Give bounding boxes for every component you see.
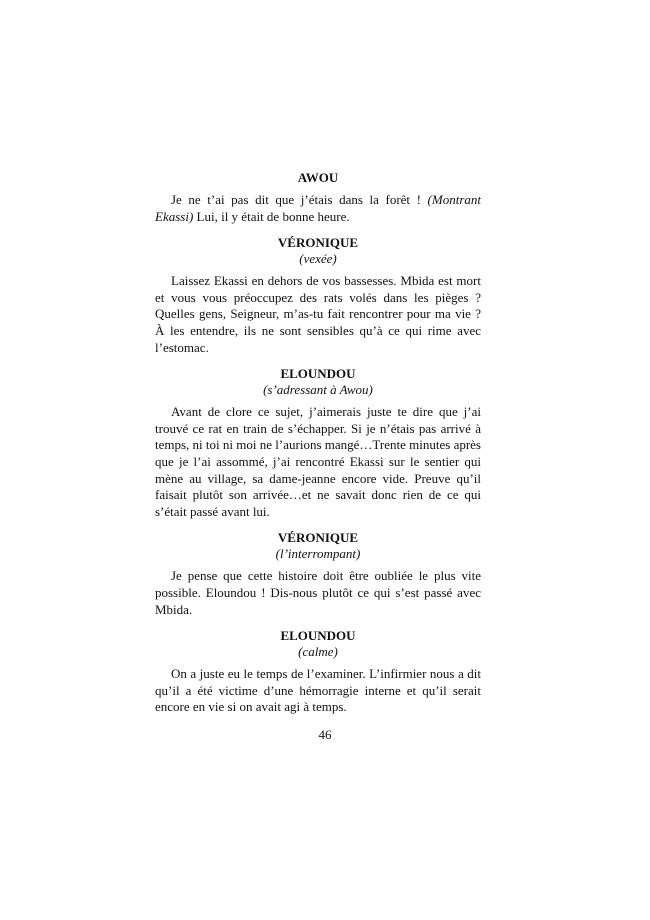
speech-segment: Lui, il y était de bonne heure. xyxy=(193,208,350,224)
speaker-name: ELOUNDOU xyxy=(280,366,356,382)
speaker-name: VÉRONIQUE xyxy=(277,530,359,546)
speaker-name: ELOUNDOU xyxy=(280,628,356,644)
stage-direction: (calme) xyxy=(298,644,338,660)
speech-text xyxy=(155,666,481,716)
stage-direction-inline: (Montrant Ekassi) xyxy=(155,192,481,224)
speech-text xyxy=(155,568,481,618)
speech-segment: Laissez Ekassi en dehors de vos bassesses. Mbida est mort et vous vous préoccupez des rats volés dans les pièges ? Quelles gens, Seigneur, m’as-tu fait rencontrer pour ma vie ? À les entendre, ils ne sont sensibles qu’à ce qui rime avec l’estomac. xyxy=(155,273,481,355)
speech-segment: Je ne t’ai pas dit que j’étais dans la forêt ! xyxy=(171,192,428,207)
stage-direction: (vexée) xyxy=(299,251,337,267)
speech-segment: On a juste eu le temps de l’examiner. L’infirmier nous a dit qu’il a été victime d’une hémorragie interne et qu’il serait encore en vie si on avait agi à temps. xyxy=(155,666,481,715)
speech-text xyxy=(155,404,481,520)
speech-text xyxy=(155,192,481,225)
stage-direction: (l’interrompant) xyxy=(275,546,361,562)
dialogue-block-eloundou-1 xyxy=(155,366,481,520)
dialogue-block-awou xyxy=(155,170,481,225)
stage-direction: (s’adressant à Awou) xyxy=(263,382,373,398)
speaker-name: AWOU xyxy=(297,170,339,185)
play-text-page xyxy=(155,170,481,726)
dialogue-block-eloundou-2 xyxy=(155,628,481,716)
speech-segment: Je pense que cette histoire doit être oubliée le plus vite possible. Eloundou ! Dis-nous plutôt ce qui s’est passé avec Mbida. xyxy=(155,568,481,617)
speech-segment: Avant de clore ce sujet, j’aimerais juste te dire que j’ai trouvé ce rat en train de s’échapper. Si je n’étais pas arrivé à temps, ni toi ni moi ne l’aurions mangé…Trente minutes après que je l’ai assommé, j’ai rencontré Ekassi sur le sentier qui mène au village, sa dame-jeanne encore vide. Preuve qu’il faisait plutôt son arrivée…et ne savait donc rien de ce qui s’était passé avant lui. xyxy=(155,404,481,519)
page-number: 46 xyxy=(318,727,332,742)
speaker-name: VÉRONIQUE xyxy=(277,235,359,251)
dialogue-block-veronique-1 xyxy=(155,235,481,356)
dialogue-block-veronique-2 xyxy=(155,530,481,618)
speech-text xyxy=(155,273,481,356)
